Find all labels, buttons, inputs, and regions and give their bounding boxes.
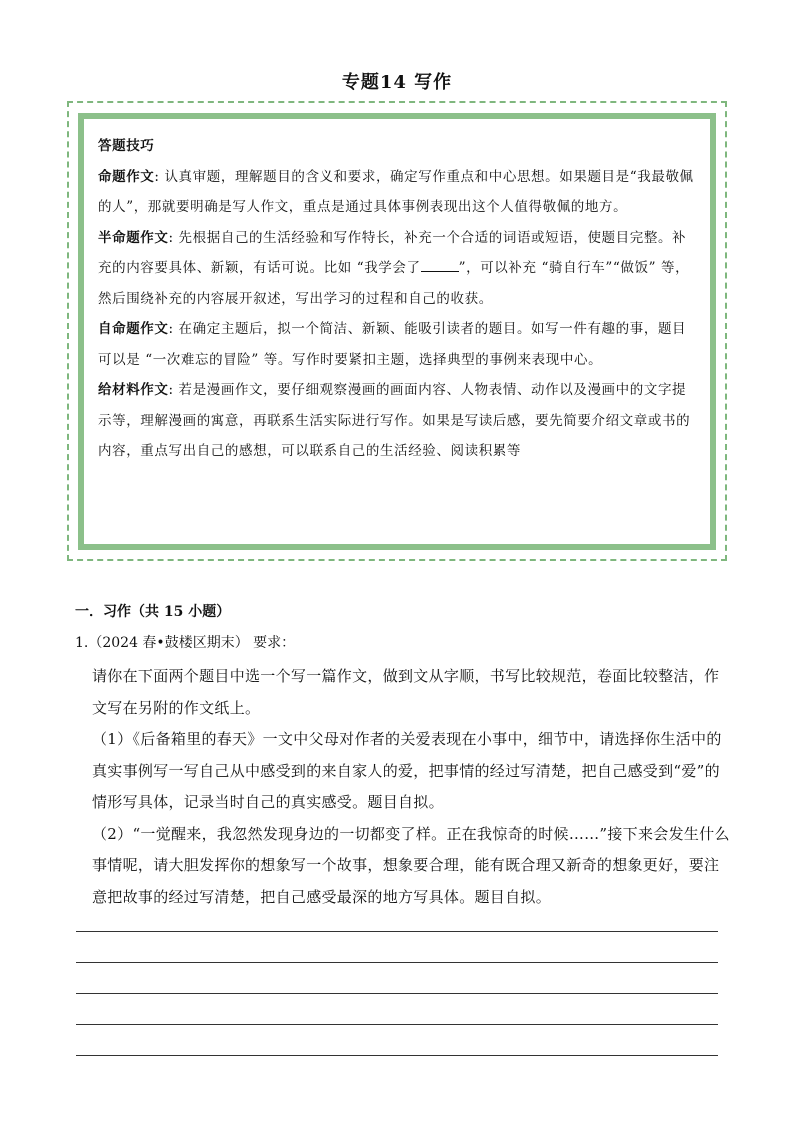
tip-term: 半命题作文 xyxy=(98,229,169,246)
question-paragraph: 请你在下面两个题目中选一个写一篇作文，做到文从字顺，书写比较规范，卷面比较整洁，作文写在另附的作文纸上。 xyxy=(92,667,720,717)
answer-line xyxy=(76,1055,718,1086)
answer-lines xyxy=(76,931,718,1086)
answer-line xyxy=(76,993,718,1024)
fill-blank xyxy=(421,257,459,272)
tip-text: : 先根据自己的生活经验和写作特长，补充一个合适的词语或短语，使题目完整。补充的内容要具体、新颖，有话可说。比如 “我学会了 xyxy=(98,229,687,276)
tip-text: : 认真审题，理解题目的含义和要求，确定写作重点和中心思想。如果题目是“我最敬佩的人”，那就要明确是写人作文，重点是通过具体事例表现出这个人值得敬佩的地方。 xyxy=(98,168,694,215)
tips-heading: 答题技巧 xyxy=(98,138,155,154)
tip-term: 给材料作文 xyxy=(98,382,169,398)
answer-line xyxy=(76,962,718,993)
tip-self-proposition xyxy=(98,314,696,375)
tip-text: : 在确定主题后，拟一个简洁、新颖、能吸引读者的题目。如写一件有趣的事，题目可以是 “一次难忘的冒险” 等。写作时要紧扣主题，选择典型的事例来表现中心。 xyxy=(98,321,687,368)
question-paragraph: （1）《后备箱里的春天》一文中父母对作者的关爱表现在小事中，细节中，请选择你生活中的真实事例写一写自己从中感受到的来自家人的爱，把事情的经过写清楚，把自己感受到“爱”的情形写具体，记录当时自己的真实感受。题目自拟。 xyxy=(92,730,722,811)
tip-material xyxy=(98,375,696,467)
tip-text: ”，可以补充 “骑自行车”“做饭” 等，然后围绕补充的内容展开叙述，写出学习的过程和自己的收获。 xyxy=(98,260,690,307)
tip-term: 命题作文 xyxy=(98,168,155,185)
tip-term: 自命题作文 xyxy=(98,321,169,337)
answer-line xyxy=(76,1024,718,1055)
tip-proposition xyxy=(98,162,696,223)
answer-line xyxy=(76,931,718,962)
question-body xyxy=(92,661,732,913)
tips-box xyxy=(78,113,716,550)
tip-half-proposition xyxy=(98,223,696,315)
section-title: 一．习作（共 15 小题） xyxy=(75,604,231,620)
tip-text: : 若是漫画作文，要仔细观察漫画的画面内容、人物表情、动作以及漫画中的文字提示等，理解漫画的寓意，再联系生活实际进行写作。如果是写读后感，要先简要介绍文章或书的内容，重点写出自己的感想，可以联系自己的生活经验、阅读积累等 xyxy=(98,382,691,459)
question-paragraph: （2）“一觉醒来，我忽然发现身边的一切都变了样。正在我惊奇的时候……”接下来会发生什么事情呢，请大胆发挥你的想象写一个故事，想象要合理，能有既合理又新奇的想象更好，要注意把故事的经过写清楚，把自己感受最深的地方写具体。题目自拟。 xyxy=(92,824,730,906)
question-head: 1.（2024 春•鼓楼区期末） 要求： xyxy=(75,635,296,651)
page-title: 专题14 写作 xyxy=(341,72,453,93)
